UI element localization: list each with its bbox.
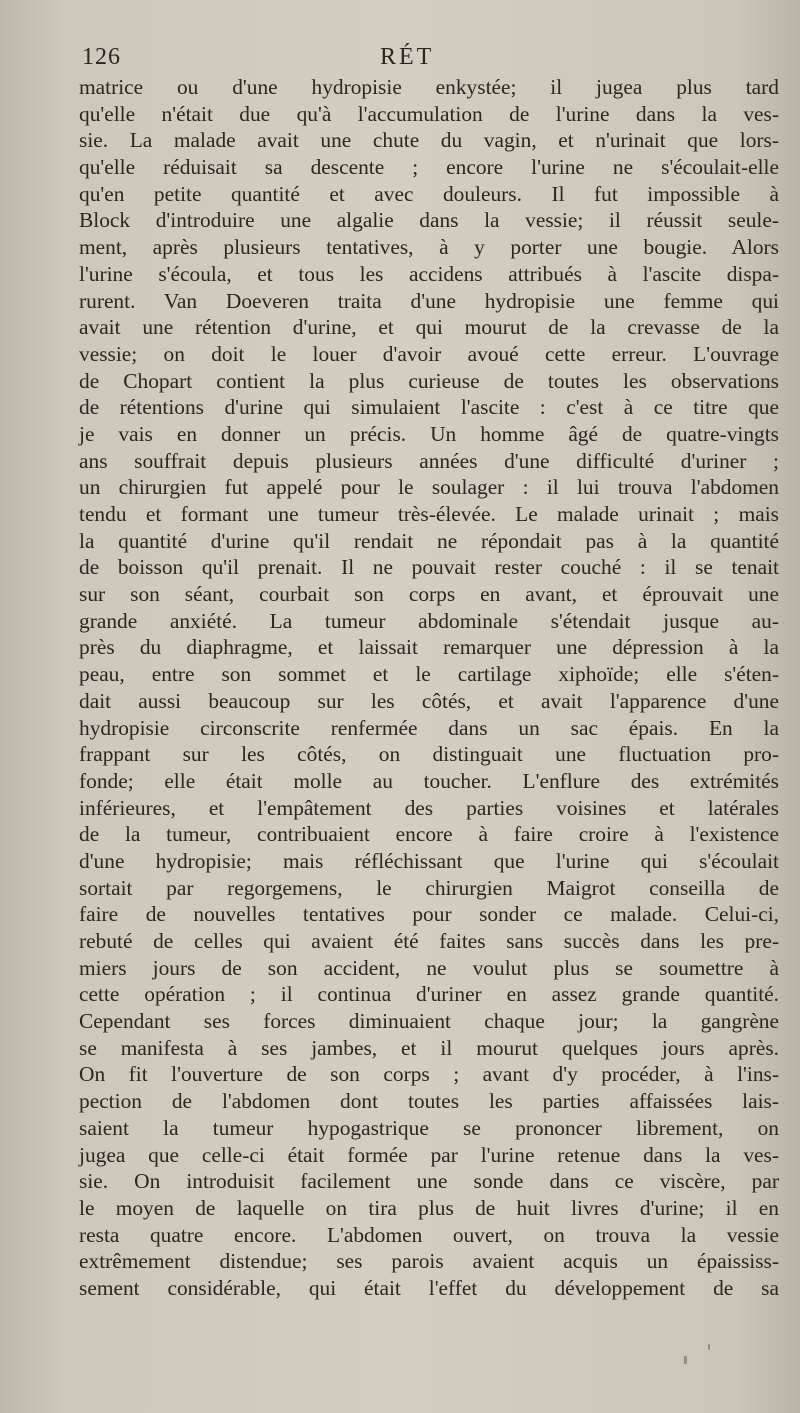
text-line: la quantité d'urine qu'il rendait ne répondait pas à la quantité: [79, 528, 779, 553]
body-text: [79, 74, 779, 1302]
text-line: inférieures, et l'empâtement des parties voisines et latérales: [79, 795, 779, 820]
text-line: qu'elle n'était due qu'à l'accumulation de l'urine dans la ves-: [79, 101, 779, 126]
paper-speck: [684, 1356, 687, 1364]
text-line: près du diaphragme, et laissait remarquer une dépression à la: [79, 635, 779, 660]
text-line: jugea que celle-ci était formée par l'urine retenue dans la ves-: [79, 1142, 779, 1167]
text-line: grande anxiété. La tumeur abdominale s'étendait jusque au-: [79, 608, 779, 633]
text-line: resta quatre encore. L'abdomen ouvert, on trouva la vessie: [79, 1222, 779, 1247]
text-line: ment, après plusieurs tentatives, à y porter une bougie. Alors: [79, 235, 779, 260]
text-line: vessie; on doit le louer d'avoir avoué cette erreur. L'ouvrage: [79, 341, 779, 366]
text-line: matrice ou d'une hydropisie enkystée; il jugea plus tard: [79, 75, 779, 99]
text-line: Cependant ses forces diminuaient chaque jour; la gangrène: [79, 1009, 779, 1034]
paper-speck: [708, 1344, 710, 1350]
text-line: sur son séant, courbait son corps en avant, et éprouvait une: [79, 582, 779, 607]
text-line: saient la tumeur hypogastrique se prononcer librement, on: [79, 1115, 779, 1140]
text-line: dait aussi beaucoup sur les côtés, et avait l'apparence d'une: [79, 688, 779, 713]
text-line: de Chopart contient la plus curieuse de toutes les observations: [79, 368, 779, 393]
text-line: On fit l'ouverture de son corps ; avant d'y procéder, à l'ins-: [79, 1062, 779, 1087]
text-line: de rétentions d'urine qui simulaient l'ascite : c'est à ce titre que: [79, 395, 779, 420]
text-line: hydropisie circonscrite renfermée dans un sac épais. En la: [79, 715, 779, 740]
running-head-word: RÉT: [380, 44, 435, 70]
text-line: qu'elle réduisait sa descente ; encore l'urine ne s'écoulait-elle: [79, 155, 779, 180]
text-line: miers jours de son accident, ne voulut plus se soumettre à: [79, 955, 779, 980]
text-line: le moyen de laquelle on tira plus de huit livres d'urine; il en: [79, 1195, 779, 1220]
page-number: 126: [82, 44, 121, 70]
text-line: frappant sur les côtés, on distinguait une fluctuation pro-: [79, 742, 779, 767]
text-line: avait une rétention d'urine, et qui mourut de la crevasse de la: [79, 315, 779, 340]
text-line: je vais en donner un précis. Un homme âgé de quatre-vingts: [79, 421, 779, 446]
text-line: extrêmement distendue; ses parois avaient acquis un épaississ-: [79, 1249, 779, 1274]
text-line: sortait par regorgemens, le chirurgien Maigrot conseilla de: [79, 875, 779, 900]
text-line: rurent. Van Doeveren traita d'une hydropisie une femme qui: [79, 288, 779, 313]
text-line: faire de nouvelles tentatives pour sonder ce malade. Celui-ci,: [79, 902, 779, 927]
text-line: sie. On introduisit facilement une sonde dans ce viscère, par: [79, 1169, 779, 1194]
text-line: de boisson qu'il prenait. Il ne pouvait rester couché : il se tenait: [79, 555, 779, 580]
text-line: de la tumeur, contribuaient encore à faire croire à l'existence: [79, 822, 779, 847]
text-line: sie. La malade avait une chute du vagin, et n'urinait que lors-: [79, 128, 779, 153]
text-line: l'urine s'écoula, et tous les accidens attribués à l'ascite dispa-: [79, 261, 779, 286]
text-line: pection de l'abdomen dont toutes les parties affaissées lais-: [79, 1089, 779, 1114]
running-head: [82, 44, 782, 78]
text-line: d'une hydropisie; mais réfléchissant que l'urine qui s'écoulait: [79, 848, 779, 873]
text-line: tendu et formant une tumeur très-élevée. Le malade urinait ; mais: [79, 502, 779, 526]
text-line: un chirurgien fut appelé pour le soulager : il lui trouva l'abdomen: [79, 475, 779, 500]
text-line: Block d'introduire une algalie dans la vessie; il réussit seule-: [79, 208, 779, 233]
text-line: ans souffrait depuis plusieurs années d'une difficulté d'uriner ;: [79, 448, 779, 473]
text-line: fonde; elle était molle au toucher. L'enflure des extrémités: [79, 768, 779, 793]
text-line: se manifesta à ses jambes, et il mourut quelques jours après.: [79, 1035, 779, 1060]
text-line: rebuté de celles qui avaient été faites sans succès dans les pre-: [79, 929, 779, 953]
text-line: sement considérable, qui était l'effet du développement de sa: [79, 1275, 779, 1300]
text-line: qu'en petite quantité et avec douleurs. Il fut impossible à: [79, 181, 779, 206]
text-line: peau, entre son sommet et le cartilage xiphoïde; elle s'éten-: [79, 662, 779, 687]
text-line: cette opération ; il continua d'uriner en assez grande quantité.: [79, 982, 779, 1007]
